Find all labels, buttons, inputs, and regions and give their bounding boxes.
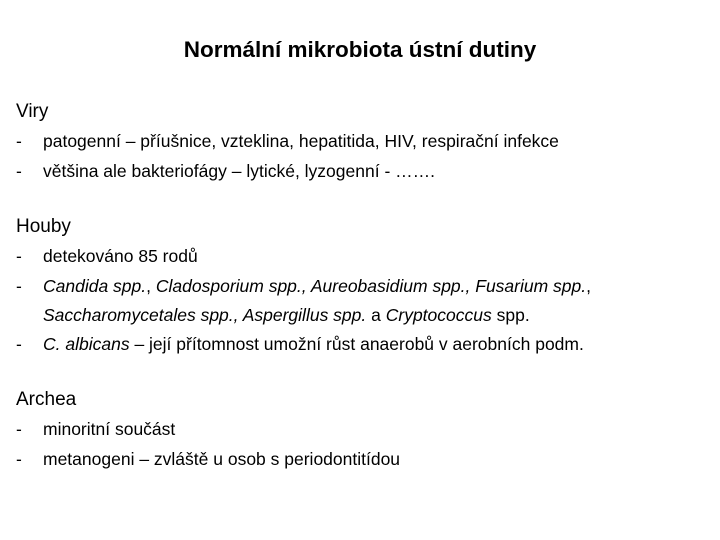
separator-text: a: [366, 305, 386, 325]
section-heading-houby: Houby: [16, 216, 71, 237]
list-item: [16, 127, 716, 156]
genus-name: Cladosporium spp., Aureobasidium spp., Fusarium spp.: [155, 276, 587, 296]
bullet-dash: -: [16, 246, 22, 266]
list-item-text: metanogeni – zvláště u osob s periodontitídou: [43, 449, 401, 469]
species-name: C. albicans: [43, 334, 130, 354]
list-item-text: minoritní součást: [43, 419, 176, 439]
description-text: – její přítomnost umožní růst anaerobů v aerobních podm.: [129, 334, 584, 354]
bullet-dash: -: [16, 449, 22, 469]
bullet-dash: -: [16, 276, 22, 296]
list-item-continuation: [43, 301, 530, 330]
separator-text: ,: [146, 276, 156, 296]
list-item-text: většina ale bakteriofágy – lytické, lyzogenní - …….: [43, 161, 435, 181]
bullet-dash: -: [16, 334, 22, 354]
separator-text: ,: [586, 276, 591, 296]
section-heading-archea: Archea: [16, 389, 77, 410]
separator-text: spp.: [491, 305, 530, 325]
genus-name: Saccharomycetales spp., Aspergillus spp.: [43, 305, 367, 325]
genus-name: Cryptococcus: [385, 305, 492, 325]
section-heading-viry: Viry: [16, 101, 49, 122]
list-item: [16, 157, 716, 186]
list-item: [16, 242, 716, 271]
list-item: [16, 415, 716, 444]
page-title: Normální mikrobiota ústní dutiny: [183, 37, 537, 62]
list-item-text: [43, 334, 584, 354]
list-item: [16, 330, 716, 359]
list-item: [16, 272, 716, 301]
bullet-dash: -: [16, 419, 22, 439]
genus-name: Candida spp.: [43, 276, 147, 296]
bullet-dash: -: [16, 131, 22, 151]
list-item-text: detekováno 85 rodů: [43, 246, 198, 266]
list-item-text: [43, 276, 591, 296]
list-item-text: patogenní – příušnice, vzteklina, hepatitida, HIV, respirační infekce: [43, 131, 559, 151]
bullet-dash: -: [16, 161, 22, 181]
list-item: [16, 445, 716, 474]
